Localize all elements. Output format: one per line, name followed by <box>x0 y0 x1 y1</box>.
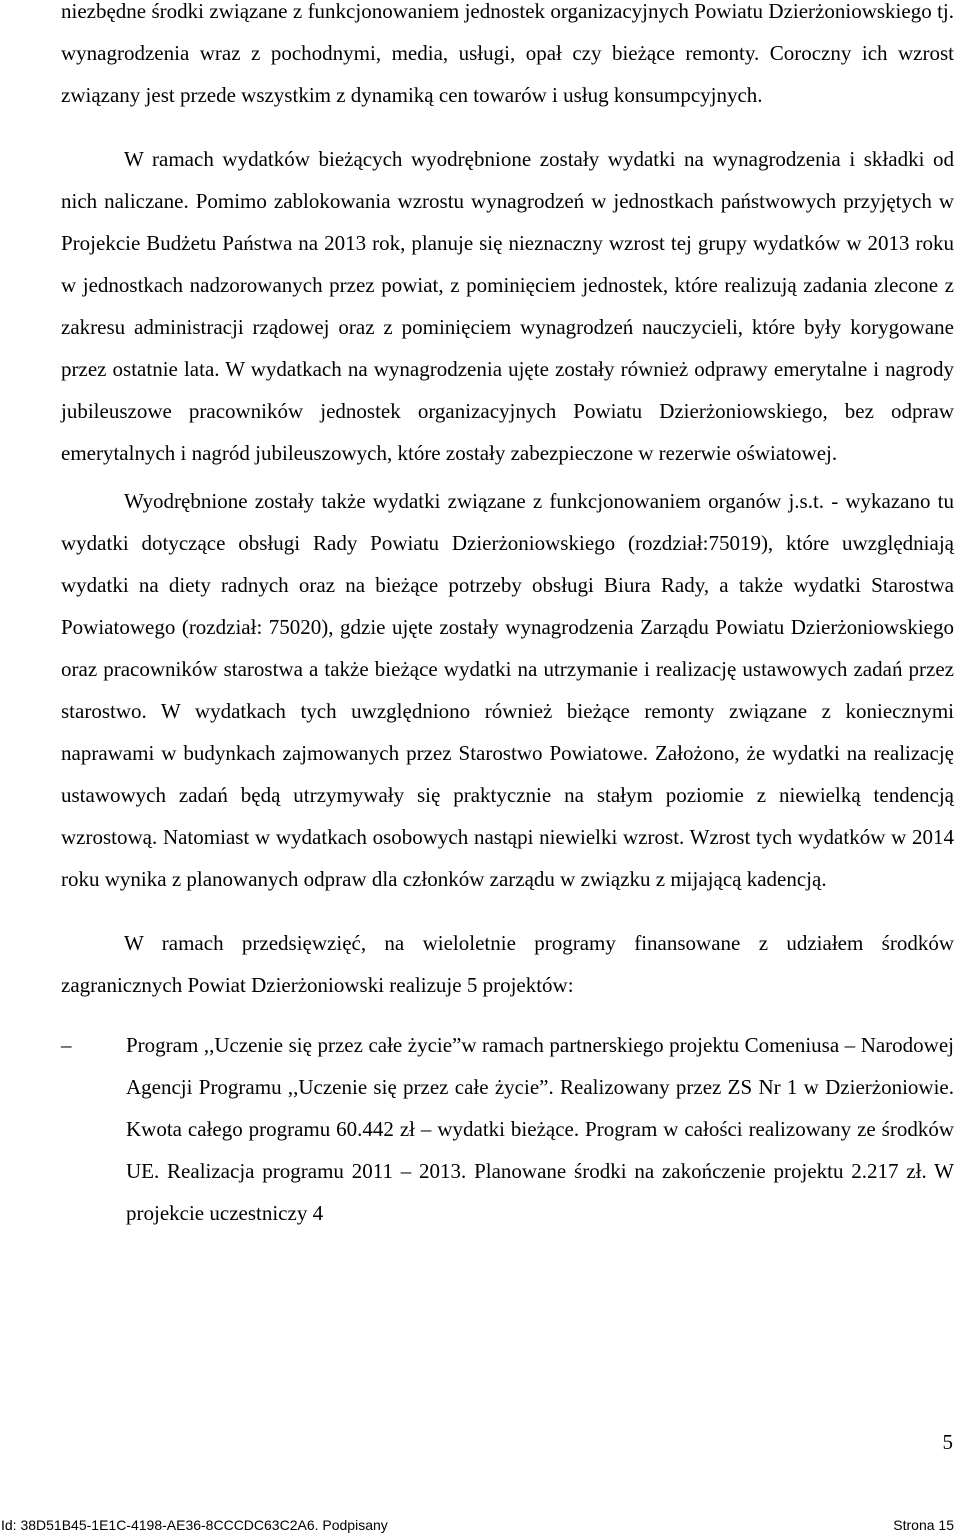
paragraph-projects-intro: W ramach przedsięwzięć, na wieloletnie programy finansowane z udziałem środków zagranicznych Powiat Dzierżoniowski realizuje 5 projektów: <box>61 931 954 997</box>
document-footer <box>0 1515 960 1535</box>
paragraph-organs-expenses: Wyodrębnione zostały także wydatki związane z funkcjonowaniem organów j.s.t. - wykazano tu wydatki dotyczące obsługi Rady Powiatu Dzierżoniowskiego (rozdział:75019), które uwzględniają wydatki na diety radnych oraz na bieżące potrzeby obsługi Biura Rady, a także wydatki Starostwa Powiatowego (rozdział: 75020), gdzie ujęte zostały wynagrodzenia Zarządu Powiatu Dzierżoniowskiego oraz pracowników starostwa a także bieżące wydatki na utrzymanie i realizację ustawowych zadań przez starostwo. W wydatkach tych uwzględniono również bieżące remonty związane z koniecznymi naprawami w budynkach zajmowanych przez Starostwo Powiatowe. Założono, że wydatki na realizację ustawowych zadań będą utrzymywały się praktycznie na stałym poziomie z niewielką tendencją wzrostową. Natomiast w wydatkach osobowych nastąpi niewielki wzrost. Wzrost tych wydatków w 2014 roku wynika z planowanych odpraw dla członków zarządu w związku z mijającą kadencją. <box>61 489 954 891</box>
list-item <box>61 1024 954 1234</box>
dash-bullet-icon: – <box>61 1033 72 1057</box>
page-number: 5 <box>942 1430 953 1454</box>
projects-list <box>61 1024 954 1234</box>
footer-page-label: Strona 15 <box>893 1517 954 1533</box>
list-item-text: Program ,,Uczenie się przez całe życie”w ramach partnerskiego projektu Comeniusa – Narodowej Agencji Programu ,,Uczenie się przez całe życie”. Realizowany przez ZS Nr 1 w Dzierżoniowie. Kwota całego programu 60.442 zł – wydatki bieżące. Program w całości realizowany ze środków UE. Realizacja programu 2011 – 2013. Planowane środki na zakończenie projektu 2.217 zł. W projekcie uczestniczy 4 <box>126 1033 954 1225</box>
footer-document-id: Id: 38D51B45-1E1C-4198-AE36-8CCCDC63C2A6. Podpisany <box>1 1517 388 1533</box>
document-page <box>61 0 954 1234</box>
paragraph-intro-continuation: niezbędne środki związane z funkcjonowaniem jednostek organizacyjnych Powiatu Dzierżoniowskiego tj. wynagrodzenia wraz z pochodnymi, media, usługi, opał czy bieżące remonty. Coroczny ich wzrost związany jest przede wszystkim z dynamiką cen towarów i usług konsumpcyjnych. <box>61 0 954 107</box>
paragraph-salaries: W ramach wydatków bieżących wyodrębnione zostały wydatki na wynagrodzenia i składki od nich naliczane. Pomimo zablokowania wzrostu wynagrodzeń w jednostkach państwowych przyjętych w Projekcie Budżetu Państwa na 2013 rok, planuje się nieznaczny wzrost tej grupy wydatków w 2013 roku w jednostkach nadzorowanych przez powiat, z pominięciem jednostek, które realizują zadania zlecone z zakresu administracji rządowej oraz z pominięciem wynagrodzeń nauczycieli, które były korygowane przez ostatnie lata. W wydatkach na wynagrodzenia ujęte zostały również odprawy emerytalne i nagrody jubileuszowe pracowników jednostek organizacyjnych Powiatu Dzierżoniowskiego, bez odpraw emerytalnych i nagród jubileuszowych, które zostały zabezpieczone w rezerwie oświatowej. <box>61 147 954 465</box>
